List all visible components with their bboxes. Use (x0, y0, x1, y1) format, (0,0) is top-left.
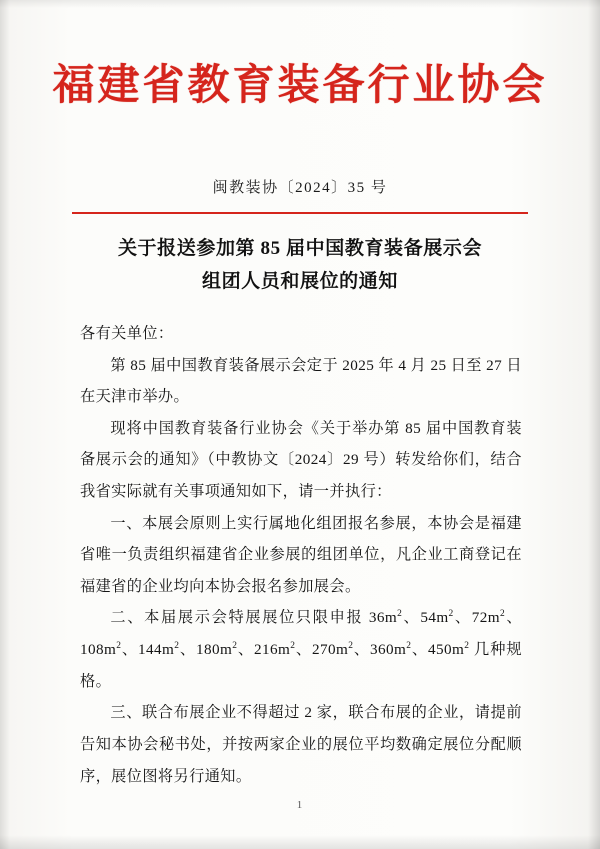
organization-name: 福建省教育装备行业协会 (52, 63, 548, 109)
body-paragraph-5: 三、联合布展企业不得超过 2 家，联合布展的企业，请提前告知本协会秘书处，并按两家企业的展位平均数确定展位分配顺序，展位图将另行通知。 (80, 704, 522, 785)
paper-edge-shadow-left (0, 0, 10, 849)
page-title-line-1: 关于报送参加第 85 届中国教育装备展示会 (117, 238, 483, 259)
document-number: 闽教装协〔2024〕35 号 (212, 180, 388, 196)
body-paragraph-4: 二、本届展示会特展展位只限申报 $36m^2$、$54m^2$、$72m^2$、$108m^2$、$144m^2$、$180m^2$、$216m^2$、$270m^2$、$360m^2$、$450m^2$ 几种规格。 (80, 609, 522, 690)
body-paragraph-2: 现将中国教育装备行业协会《关于举办第 85 届中国教育装备展示会的通知》（中教协文〔2024〕29 号）转发给你们，结合我省实际就有关事项通知如下，请一并执行： (80, 419, 522, 501)
paper-edge-shadow-right (588, 0, 600, 849)
body-paragraph-1: 第 85 届中国教育装备展示会定于 2025 年 4 月 25 日至 27 日在天津市举办。 (80, 356, 522, 406)
paper-edge-shadow-top (0, 0, 600, 8)
document-header (0, 62, 600, 112)
body-paragraph-3: 一、本展会原则上实行属地化组团报名参展，本协会是福建省唯一负责组织福建省企业参展的组团单位，凡企业工商登记在福建省的企业均向本协会报名参加展会。 (80, 514, 522, 595)
paper-edge-shadow-bottom (0, 835, 600, 849)
page-number: 1 (296, 799, 304, 811)
page-title (78, 232, 522, 299)
salutation: 各有关单位： (80, 325, 174, 342)
page-title-line-2: 组团人员和展位的通知 (201, 271, 398, 293)
document-body (80, 318, 522, 792)
red-divider-rule (72, 212, 528, 214)
